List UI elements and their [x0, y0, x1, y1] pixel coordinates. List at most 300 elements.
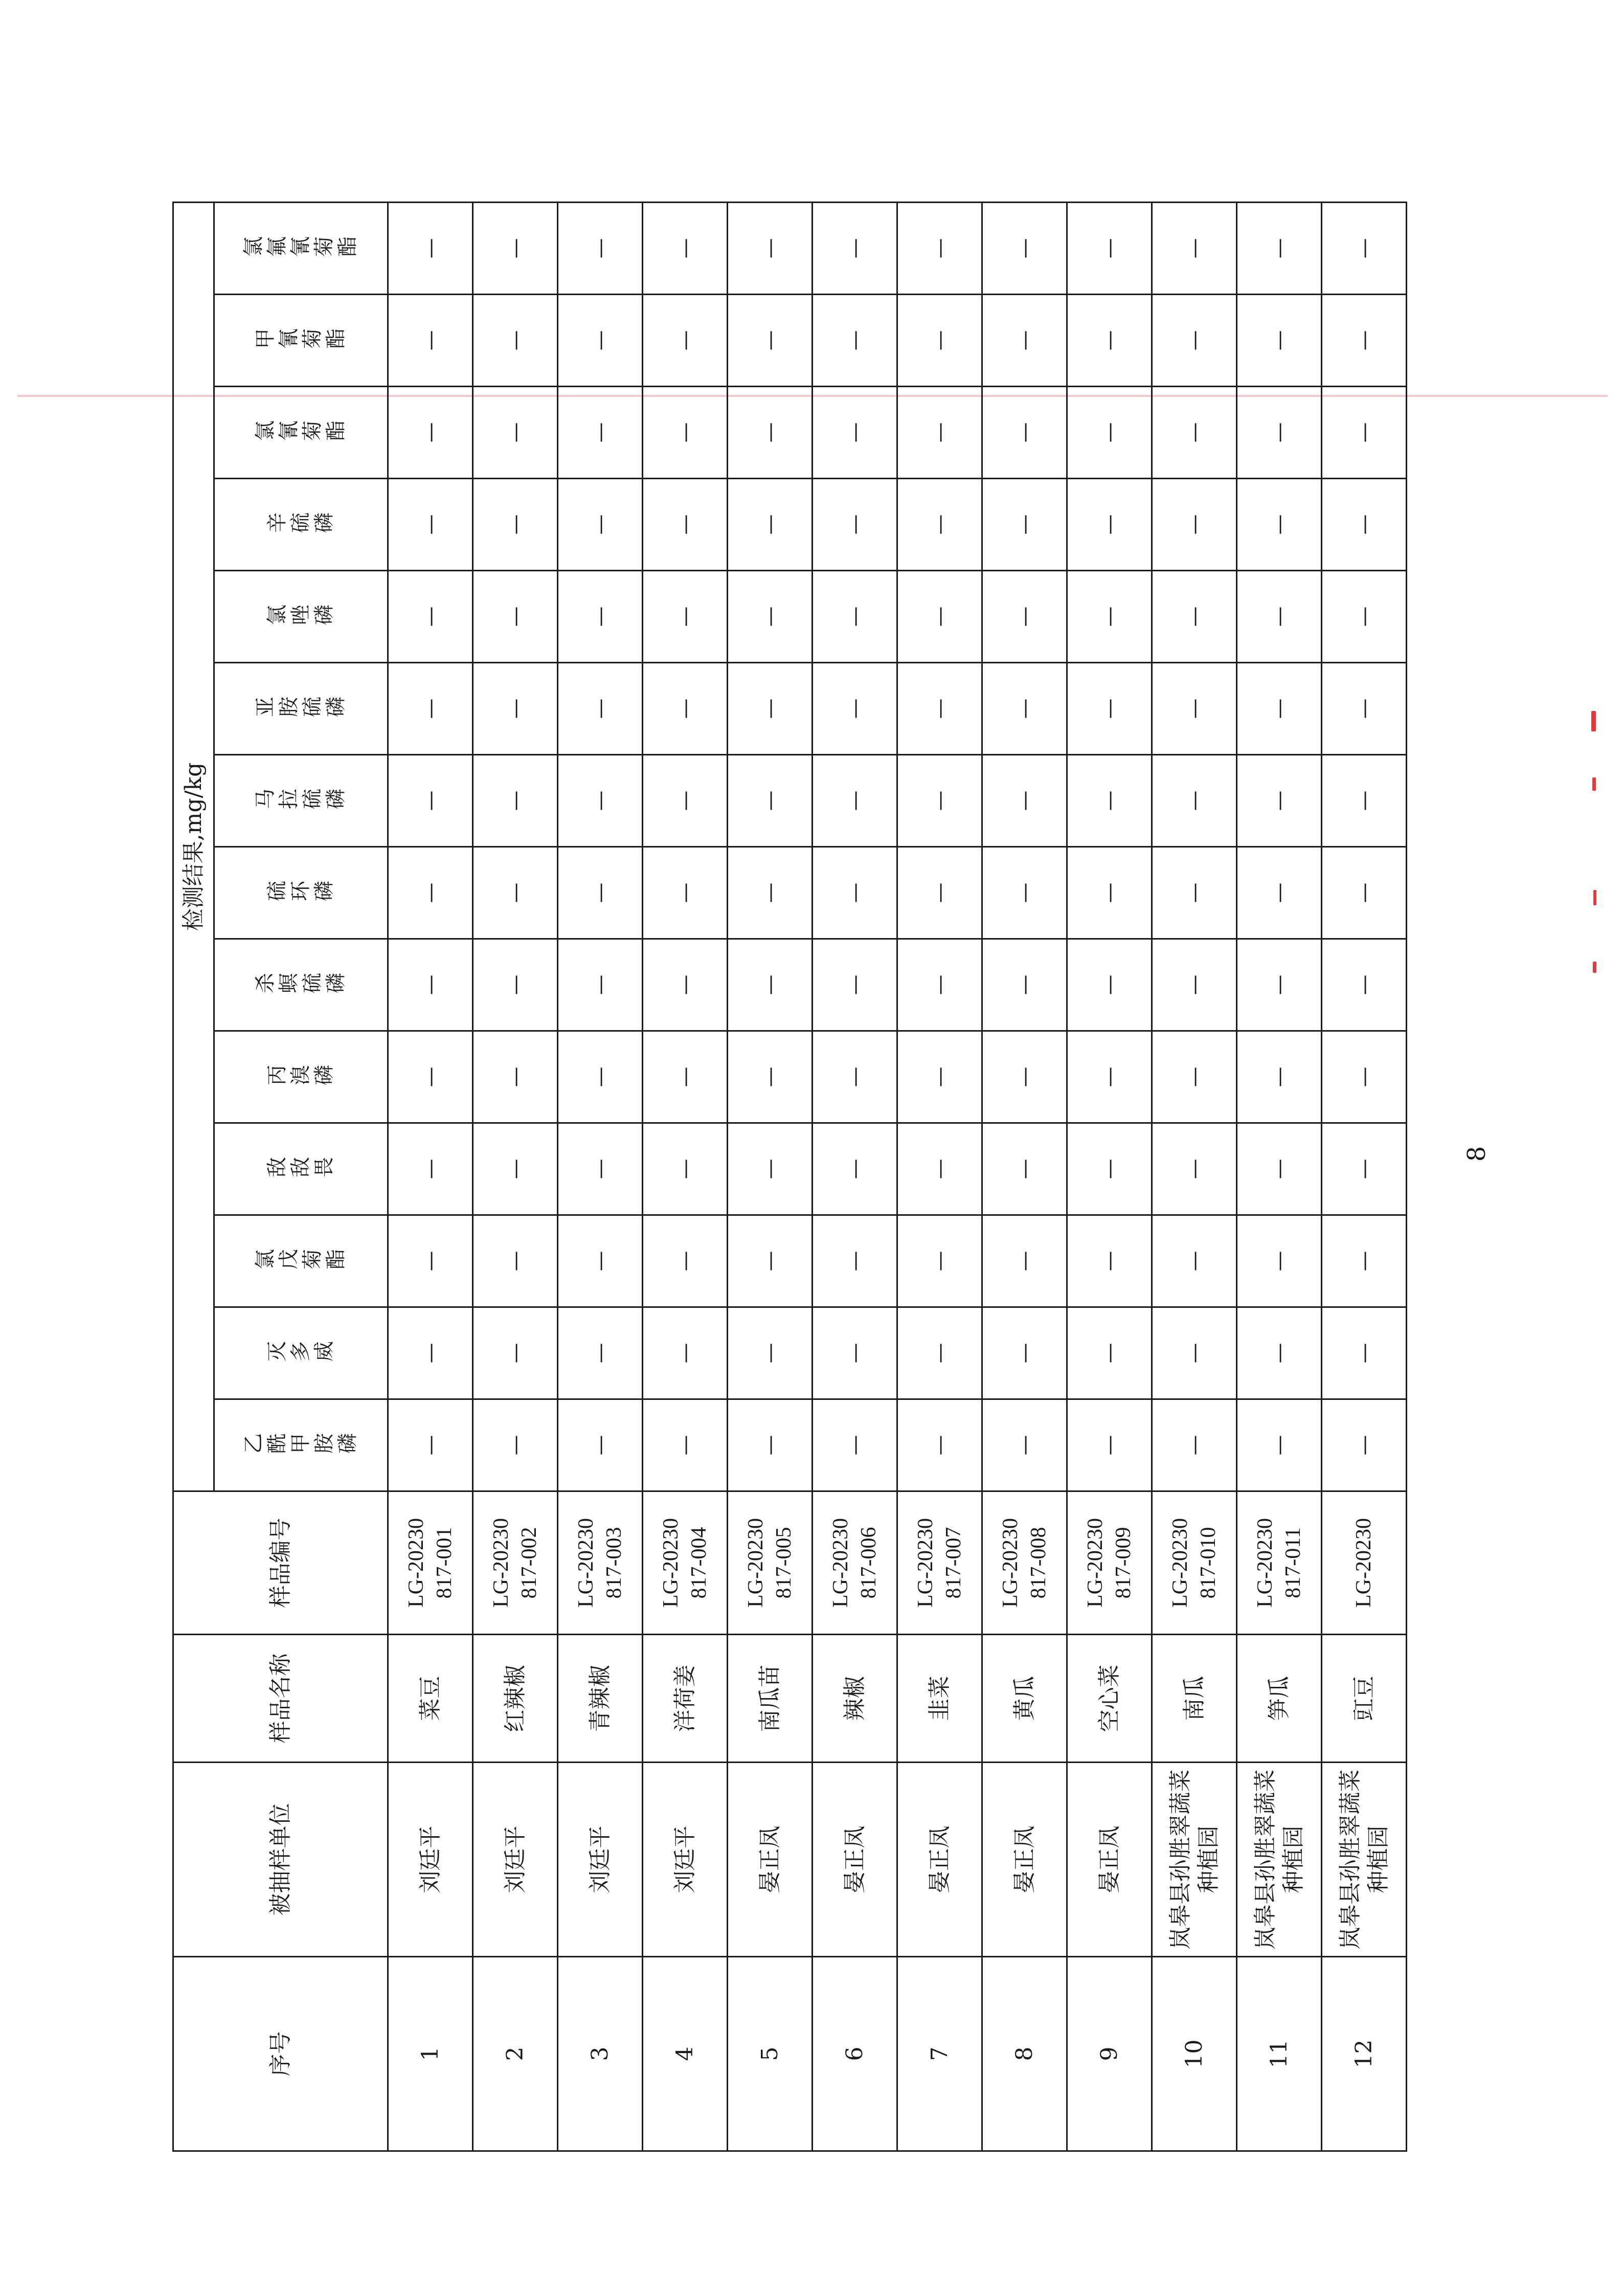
result-cell-text: —	[843, 882, 867, 903]
result-cell-text: —	[673, 882, 697, 903]
result-cell	[896, 1030, 983, 1124]
header-seq-text: 序号	[267, 2031, 294, 2077]
result-cell	[812, 846, 898, 940]
result-cell	[1066, 202, 1153, 295]
result-cell	[812, 294, 898, 387]
result-cell	[812, 1214, 898, 1308]
result-cell-text: —	[843, 1066, 867, 1087]
sample-id-lines	[827, 1518, 883, 1608]
row-unit	[642, 1762, 728, 1957]
result-cell	[981, 478, 1068, 571]
result-cell-text: —	[1097, 1251, 1121, 1272]
result-cell	[387, 1398, 474, 1492]
row-sample-name	[1066, 1634, 1153, 1763]
result-cell	[812, 1030, 898, 1124]
result-cell	[472, 662, 558, 755]
sample-id-lines	[997, 1518, 1052, 1608]
result-cell-text: —	[1097, 790, 1121, 811]
sample-id-line1: LG-20230	[998, 1518, 1022, 1608]
result-cell-text: —	[1182, 330, 1206, 351]
row-seq	[557, 1956, 643, 2152]
result-cell-text: —	[673, 1343, 697, 1364]
row-unit	[557, 1762, 643, 1957]
result-cell	[387, 1306, 474, 1400]
result-cell-text: —	[1182, 698, 1206, 719]
result-cell-text: —	[1352, 790, 1376, 811]
result-cell-text: —	[843, 974, 867, 995]
result-cell-text: —	[503, 422, 527, 443]
header-analyte-text: 氯氰菊酯	[254, 420, 348, 444]
result-cell	[1151, 938, 1237, 1032]
header-group-results	[172, 202, 215, 1492]
result-cell	[387, 202, 474, 295]
result-cell	[642, 1306, 728, 1400]
result-cell	[642, 478, 728, 571]
result-cell-text: —	[503, 1343, 527, 1364]
header-analyte	[213, 938, 389, 1032]
result-cell	[1321, 202, 1407, 295]
sample-id-line1: LG-20230	[404, 1518, 428, 1608]
row-unit-text: 晏正凤	[842, 1825, 868, 1893]
row-unit	[896, 1762, 983, 1957]
result-cell-text: —	[1352, 1158, 1376, 1179]
result-cell-text: —	[1182, 238, 1206, 259]
result-cell-text: —	[843, 1435, 867, 1456]
sample-id-line2: 817-009	[1111, 1527, 1135, 1599]
row-unit	[1151, 1762, 1237, 1957]
result-cell	[727, 570, 813, 663]
result-cell	[727, 1306, 813, 1400]
result-cell-text: —	[418, 1251, 442, 1272]
result-cell-text: —	[843, 238, 867, 259]
result-cell-text: —	[588, 882, 612, 903]
result-cell	[557, 1122, 643, 1216]
result-cell-text: —	[1012, 1343, 1036, 1364]
result-cell	[642, 938, 728, 1032]
result-cell	[1321, 386, 1407, 479]
result-cell-text: —	[843, 1343, 867, 1364]
result-cell-text: —	[418, 330, 442, 351]
header-analyte	[213, 754, 389, 848]
result-cell	[1066, 386, 1153, 479]
result-cell	[981, 1398, 1068, 1492]
header-analyte	[213, 294, 389, 387]
result-cell-text: —	[673, 1435, 697, 1456]
row-sample-name	[642, 1634, 728, 1763]
result-cell	[387, 386, 474, 479]
row-sample-id	[387, 1490, 474, 1635]
result-cell	[557, 386, 643, 479]
result-cell	[472, 478, 558, 571]
sample-id-lines	[742, 1518, 798, 1608]
result-cell	[1236, 1214, 1322, 1308]
result-cell	[557, 294, 643, 387]
sample-id-line1: LG-20230	[1352, 1518, 1376, 1608]
result-cell	[812, 1306, 898, 1400]
row-sample-name-text: 黄瓜	[1011, 1676, 1038, 1721]
sample-id-lines	[572, 1518, 628, 1608]
sample-id-line1: LG-20230	[1083, 1518, 1107, 1608]
result-cell-text: —	[1097, 606, 1121, 627]
result-cell	[812, 662, 898, 755]
result-cell	[557, 478, 643, 571]
result-cell-text: —	[1012, 514, 1036, 535]
result-cell	[1236, 570, 1322, 663]
result-cell	[981, 570, 1068, 663]
sample-id-lines	[1350, 1518, 1378, 1608]
red-stamp-mark	[1591, 711, 1596, 731]
result-cell-text: —	[1267, 514, 1291, 535]
result-cell-text: —	[418, 514, 442, 535]
result-cell	[1321, 1306, 1407, 1400]
row-unit-text: 岚皋县孙胜翠蔬菜种植园	[1337, 1769, 1391, 1950]
row-unit	[472, 1762, 558, 1957]
result-cell-text: —	[1097, 514, 1121, 535]
result-cell-text: —	[1097, 422, 1121, 443]
result-cell	[727, 1030, 813, 1124]
result-cell-text: —	[1267, 1435, 1291, 1456]
result-cell	[1151, 662, 1237, 755]
result-cell	[1236, 662, 1322, 755]
result-cell-text: —	[673, 606, 697, 627]
row-seq	[1321, 1956, 1407, 2152]
result-cell-text: —	[1182, 422, 1206, 443]
row-sample-name-text: 南瓜苗	[757, 1664, 783, 1732]
result-cell	[727, 294, 813, 387]
result-cell	[1321, 294, 1407, 387]
result-cell	[727, 386, 813, 479]
header-analyte-text: 马拉硫磷	[254, 789, 348, 813]
result-cell-text: —	[503, 698, 527, 719]
result-cell-text: —	[1182, 1343, 1206, 1364]
result-cell	[727, 662, 813, 755]
red-stamp-mark	[1592, 777, 1596, 791]
sample-id-line1: LG-20230	[489, 1518, 513, 1608]
row-sample-name	[1151, 1634, 1237, 1763]
row-seq-text: 10	[1181, 2039, 1207, 2068]
header-analyte-text: 甲氰菊酯	[254, 328, 348, 352]
sample-id-line2: 817-007	[941, 1527, 965, 1599]
result-cell	[896, 294, 983, 387]
result-cell	[1321, 938, 1407, 1032]
result-cell-text: —	[418, 1435, 442, 1456]
row-seq	[1236, 1956, 1322, 2152]
result-cell	[981, 1030, 1068, 1124]
result-cell	[727, 846, 813, 940]
result-cell	[1066, 1122, 1153, 1216]
row-sample-name	[1321, 1634, 1407, 1763]
row-unit-text: 刘廷平	[587, 1825, 613, 1893]
row-sample-id	[642, 1490, 728, 1635]
result-cell	[896, 846, 983, 940]
result-cell-text: —	[1267, 974, 1291, 995]
result-cell	[557, 1306, 643, 1400]
result-cell	[557, 846, 643, 940]
result-cell	[1151, 386, 1237, 479]
result-cell	[557, 570, 643, 663]
row-unit-text: 刘廷平	[417, 1825, 443, 1893]
result-cell-text: —	[588, 1158, 612, 1179]
result-cell-text: —	[843, 1158, 867, 1179]
row-sample-name	[812, 1634, 898, 1763]
header-analyte-text: 氯戊菊酯	[254, 1249, 348, 1273]
result-cell	[642, 570, 728, 663]
row-seq-text: 4	[672, 2046, 698, 2061]
row-unit	[981, 1762, 1068, 1957]
result-cell-text: —	[588, 238, 612, 259]
result-cell-text: —	[928, 698, 952, 719]
result-cell-text: —	[1182, 790, 1206, 811]
result-cell	[727, 1122, 813, 1216]
result-cell	[1151, 294, 1237, 387]
result-cell-text: —	[503, 514, 527, 535]
result-cell-text: —	[1267, 698, 1291, 719]
result-cell	[642, 846, 728, 940]
row-seq-text: 3	[587, 2046, 613, 2061]
result-cell-text: —	[1267, 330, 1291, 351]
result-cell	[387, 294, 474, 387]
result-cell	[387, 1122, 474, 1216]
result-cell-text: —	[1182, 974, 1206, 995]
result-cell-text: —	[758, 330, 782, 351]
row-sample-name-text: 青辣椒	[587, 1664, 613, 1732]
result-cell-text: —	[928, 1343, 952, 1364]
result-cell-text: —	[843, 514, 867, 535]
row-seq-text: 9	[1096, 2046, 1122, 2061]
result-cell-text: —	[1097, 1343, 1121, 1364]
row-sample-name-text: 洋荷姜	[672, 1664, 698, 1732]
result-cell-text: —	[1182, 1251, 1206, 1272]
result-cell-text: —	[928, 330, 952, 351]
result-cell	[1151, 754, 1237, 848]
result-cell	[472, 754, 558, 848]
result-cell-text: —	[418, 974, 442, 995]
result-cell-text: —	[758, 422, 782, 443]
result-cell	[812, 754, 898, 848]
result-cell	[387, 938, 474, 1032]
result-cell-text: —	[928, 1251, 952, 1272]
result-cell	[472, 938, 558, 1032]
header-analyte-text: 灭多威	[265, 1341, 336, 1365]
results-table	[174, 202, 1407, 2150]
result-cell-text: —	[673, 698, 697, 719]
result-cell	[981, 938, 1068, 1032]
result-cell-text: —	[843, 330, 867, 351]
row-sample-id	[557, 1490, 643, 1635]
result-cell-text: —	[588, 1435, 612, 1456]
result-cell-text: —	[928, 974, 952, 995]
result-cell	[981, 754, 1068, 848]
header-analyte-text: 敌敌畏	[265, 1157, 336, 1181]
result-cell	[812, 1122, 898, 1216]
result-cell	[1066, 294, 1153, 387]
result-cell	[727, 754, 813, 848]
result-cell-text: —	[673, 238, 697, 259]
header-analyte-text: 辛硫磷	[265, 512, 336, 537]
result-cell-text: —	[928, 238, 952, 259]
result-cell-text: —	[1352, 606, 1376, 627]
header-analyte	[213, 846, 389, 940]
result-cell	[1236, 386, 1322, 479]
result-cell	[1236, 1122, 1322, 1216]
row-sample-id	[812, 1490, 898, 1635]
result-cell-text: —	[1267, 790, 1291, 811]
result-cell	[981, 1122, 1068, 1216]
result-cell-text: —	[1182, 1435, 1206, 1456]
result-cell-text: —	[418, 790, 442, 811]
result-cell-text: —	[418, 422, 442, 443]
result-cell	[472, 570, 558, 663]
header-sample-id	[172, 1490, 389, 1635]
result-cell-text: —	[1267, 1251, 1291, 1272]
header-sample-id-text: 样品编号	[267, 1518, 294, 1608]
result-cell	[1066, 1398, 1153, 1492]
result-cell	[1151, 1030, 1237, 1124]
header-analyte	[213, 1122, 389, 1216]
result-cell	[812, 1398, 898, 1492]
result-cell	[1066, 1306, 1153, 1400]
result-cell	[981, 386, 1068, 479]
result-cell-text: —	[588, 606, 612, 627]
result-cell-text: —	[588, 330, 612, 351]
result-cell	[472, 1214, 558, 1308]
red-stamp-mark	[1593, 890, 1596, 905]
result-cell-text: —	[1097, 698, 1121, 719]
result-cell	[557, 1214, 643, 1308]
header-analyte-text: 氯唑磷	[265, 605, 336, 629]
result-cell-text: —	[843, 790, 867, 811]
result-cell-text: —	[588, 698, 612, 719]
result-cell	[557, 1398, 643, 1492]
header-analyte-text: 丙溴磷	[265, 1065, 336, 1089]
result-cell	[472, 294, 558, 387]
header-analyte	[213, 1030, 389, 1124]
sample-id-line2: 817-011	[1281, 1527, 1305, 1598]
result-cell-text: —	[503, 1435, 527, 1456]
result-cell	[1321, 1398, 1407, 1492]
result-cell-text: —	[588, 1343, 612, 1364]
result-cell	[896, 1398, 983, 1492]
result-cell-text: —	[1182, 1158, 1206, 1179]
sample-id-line2: 817-010	[1196, 1527, 1220, 1599]
result-cell	[642, 1214, 728, 1308]
result-cell-text: —	[1097, 974, 1121, 995]
result-cell	[1321, 1030, 1407, 1124]
result-cell-text: —	[758, 606, 782, 627]
result-cell-text: —	[758, 1066, 782, 1087]
result-cell	[727, 1214, 813, 1308]
header-unit-text: 被抽样单位	[267, 1803, 294, 1916]
header-analyte-text: 亚胺硫磷	[254, 697, 348, 721]
result-cell-text: —	[1097, 238, 1121, 259]
result-cell-text: —	[673, 422, 697, 443]
result-cell-text: —	[1182, 882, 1206, 903]
result-cell-text: —	[503, 1251, 527, 1272]
sample-id-lines	[657, 1518, 713, 1608]
result-cell-text: —	[758, 974, 782, 995]
result-cell-text: —	[1352, 882, 1376, 903]
result-cell-text: —	[503, 330, 527, 351]
row-sample-name	[472, 1634, 558, 1763]
result-cell-text: —	[1267, 422, 1291, 443]
result-cell-text: —	[758, 790, 782, 811]
result-cell	[1066, 570, 1153, 663]
result-cell	[1066, 662, 1153, 755]
row-seq	[387, 1956, 474, 2152]
row-unit-text: 岚皋县孙胜翠蔬菜种植园	[1252, 1769, 1306, 1950]
sample-id-line1: LG-20230	[1168, 1518, 1192, 1608]
result-cell	[387, 662, 474, 755]
result-cell	[1236, 1030, 1322, 1124]
row-sample-id	[896, 1490, 983, 1635]
row-seq-text: 1	[417, 2046, 443, 2061]
header-sample-name	[172, 1634, 389, 1763]
result-cell	[1151, 1306, 1237, 1400]
result-cell-text: —	[418, 882, 442, 903]
result-cell-text: —	[1352, 1435, 1376, 1456]
result-cell	[642, 1122, 728, 1216]
result-cell-text: —	[1352, 514, 1376, 535]
row-sample-name-text: 笋瓜	[1266, 1676, 1292, 1721]
row-sample-name-text: 红辣椒	[502, 1664, 528, 1732]
sample-id-lines	[1081, 1518, 1137, 1608]
result-cell-text: —	[588, 1066, 612, 1087]
result-cell-text: —	[1352, 698, 1376, 719]
result-cell	[387, 570, 474, 663]
result-cell-text: —	[588, 422, 612, 443]
result-cell-text: —	[673, 1251, 697, 1272]
result-cell	[812, 570, 898, 663]
row-seq	[1151, 1956, 1237, 2152]
result-cell	[557, 754, 643, 848]
result-cell-text: —	[1012, 790, 1036, 811]
result-cell-text: —	[928, 790, 952, 811]
result-cell-text: —	[1352, 1251, 1376, 1272]
result-cell-text: —	[1267, 1343, 1291, 1364]
sample-id-lines	[912, 1518, 967, 1608]
result-cell	[1151, 1398, 1237, 1492]
result-cell	[1236, 754, 1322, 848]
result-cell-text: —	[673, 330, 697, 351]
result-cell	[727, 1398, 813, 1492]
row-unit-text: 刘廷平	[502, 1825, 528, 1893]
result-cell-text: —	[1267, 882, 1291, 903]
result-cell-text: —	[1352, 330, 1376, 351]
result-cell	[387, 1214, 474, 1308]
result-cell-text: —	[1097, 1066, 1121, 1087]
result-cell-text: —	[1097, 1158, 1121, 1179]
sample-id-line2: 817-002	[517, 1527, 541, 1599]
sample-id-line2: 817-005	[772, 1527, 796, 1599]
row-unit	[1236, 1762, 1322, 1957]
result-cell	[896, 202, 983, 295]
header-unit	[172, 1762, 389, 1957]
sample-id-line2: 817-008	[1026, 1527, 1050, 1599]
result-cell-text: —	[673, 974, 697, 995]
result-cell-text: —	[1012, 330, 1036, 351]
result-cell-text: —	[1012, 422, 1036, 443]
row-unit-text: 晏正凤	[1011, 1825, 1038, 1893]
result-cell	[1236, 294, 1322, 387]
row-sample-name-text: 空心菜	[1096, 1664, 1122, 1732]
row-sample-name-text: 菜豆	[417, 1676, 443, 1721]
row-sample-name-text: 南瓜	[1181, 1676, 1207, 1721]
header-analyte	[213, 1306, 389, 1400]
result-cell	[472, 846, 558, 940]
header-seq	[172, 1956, 389, 2152]
result-cell	[1236, 938, 1322, 1032]
row-seq-text: 8	[1011, 2046, 1038, 2061]
